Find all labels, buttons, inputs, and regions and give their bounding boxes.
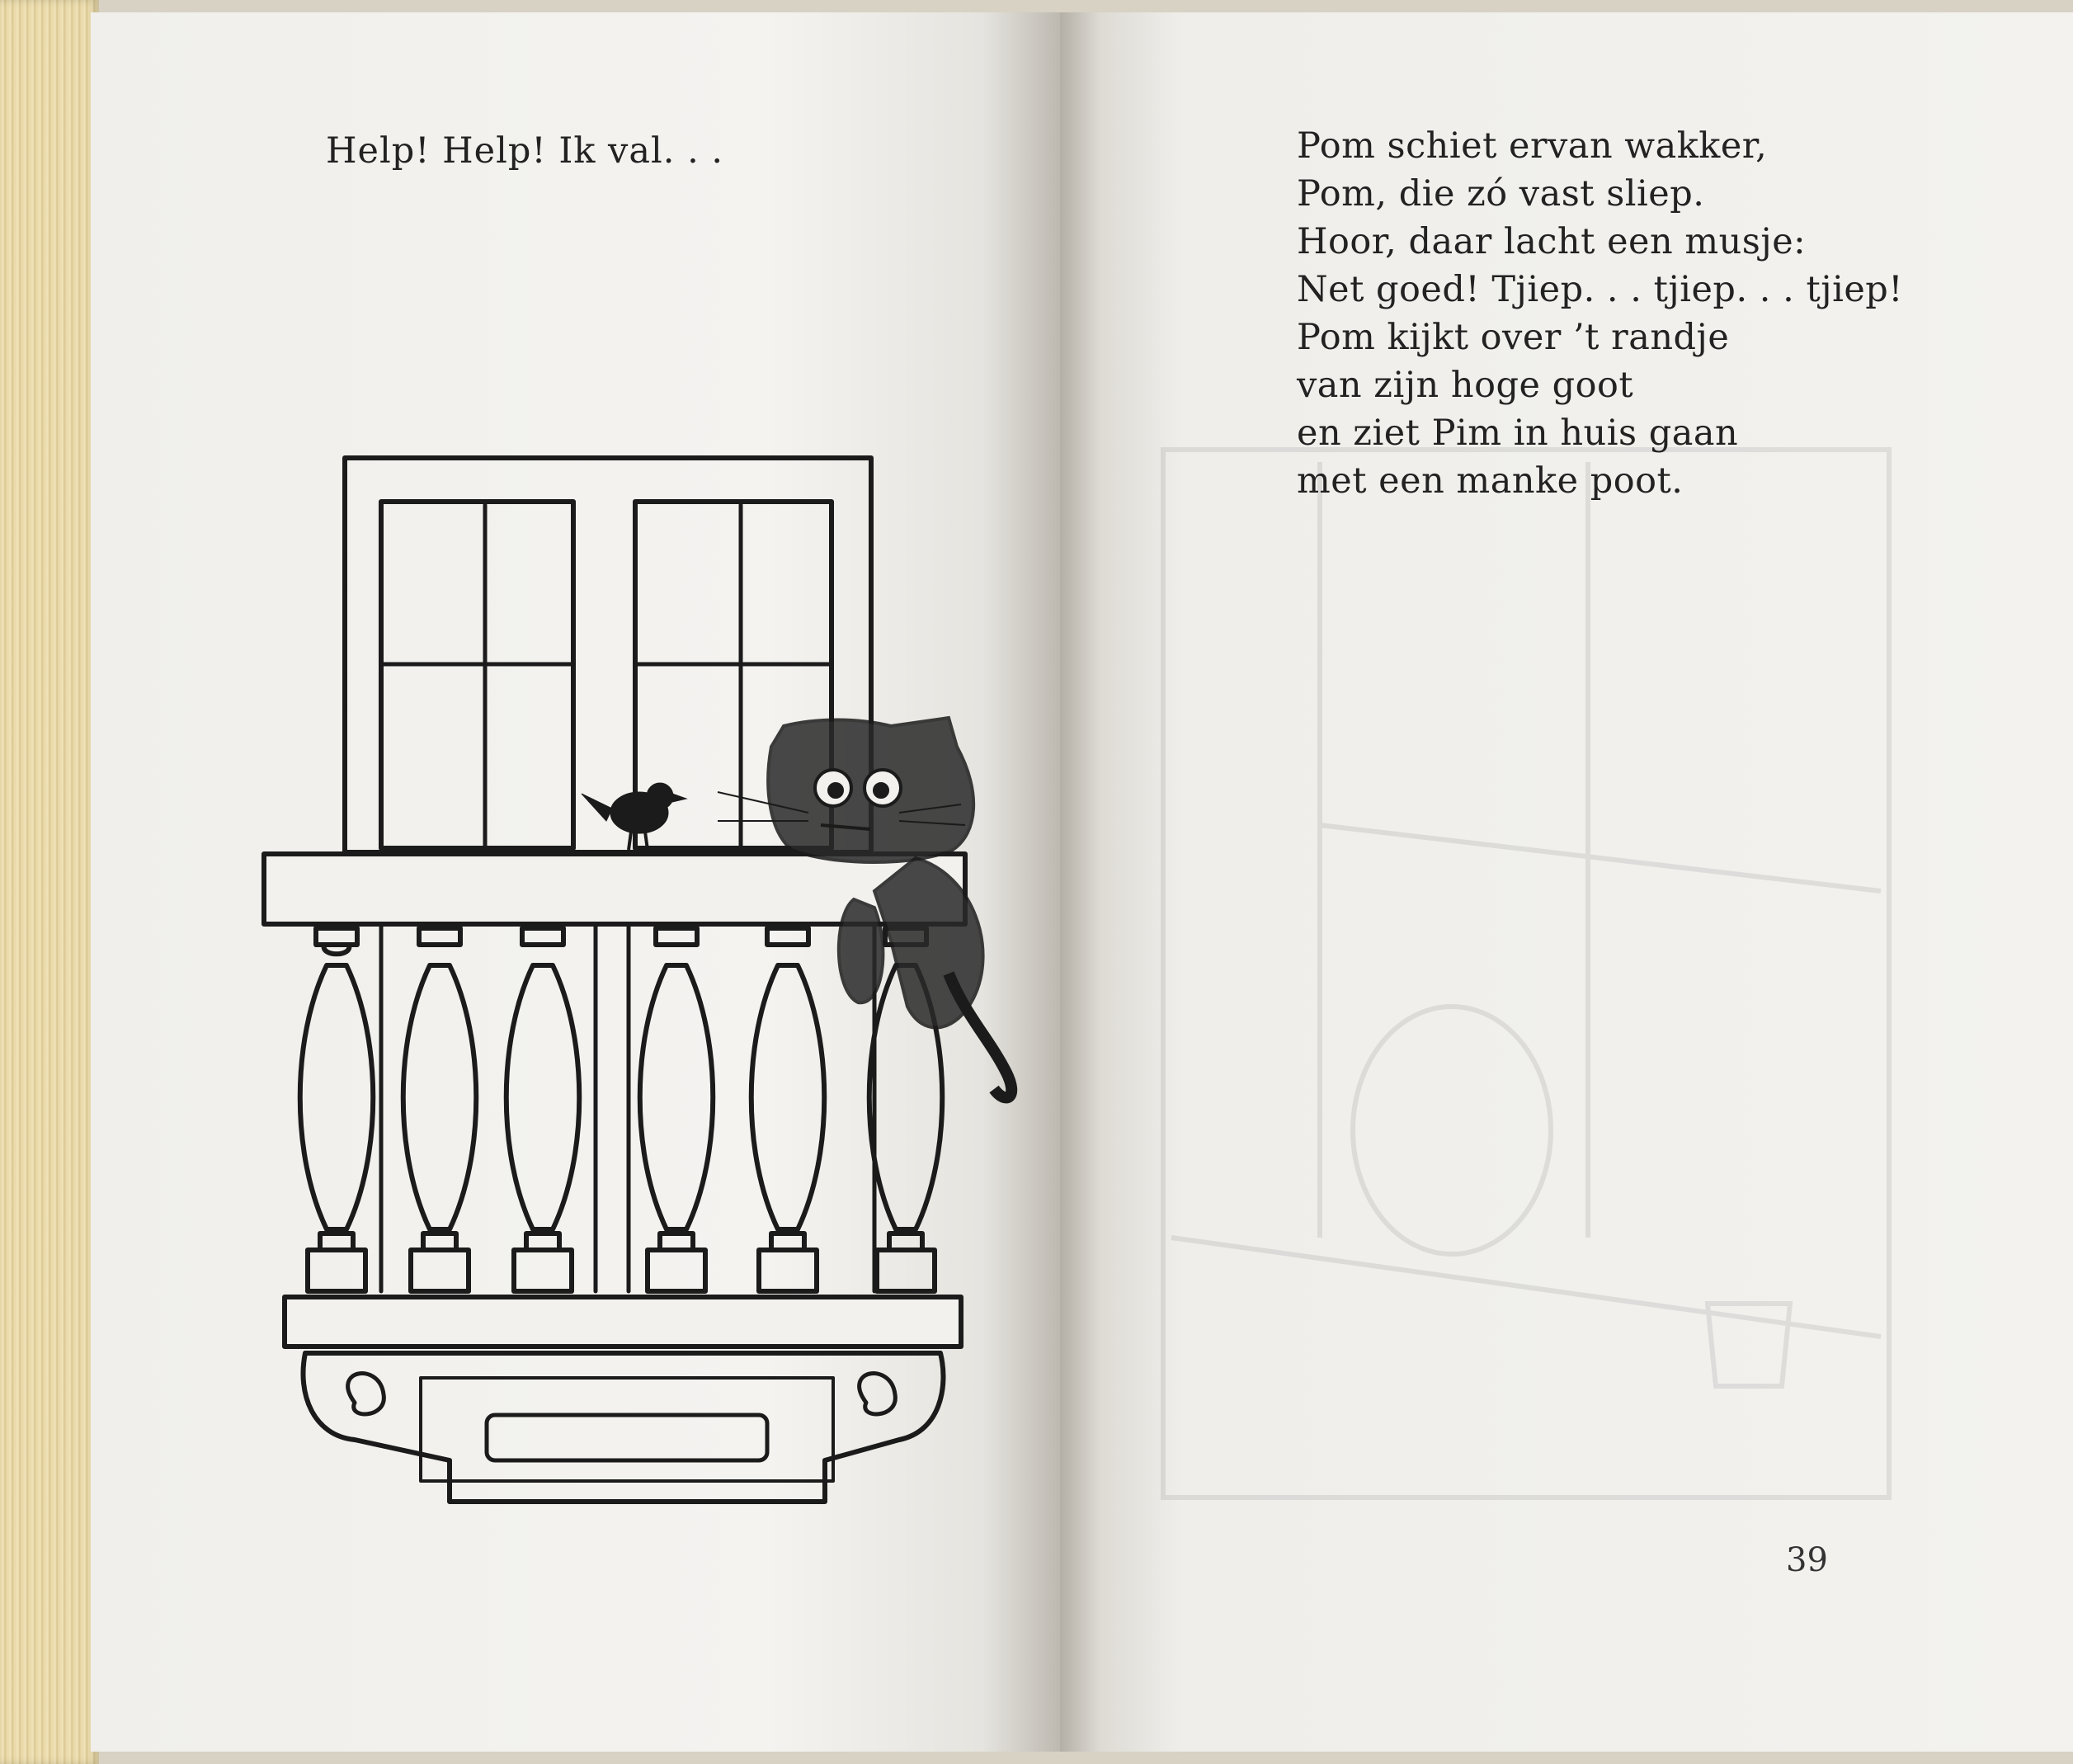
poem (1297, 122, 1903, 505)
page-number: 39 (1786, 1541, 1828, 1579)
balcony-bottom-rail (285, 1297, 961, 1347)
poem-line: Net goed! Tjiep. . . tjiep. . . tjiep! (1297, 269, 1904, 310)
poem-line: met een manke poot. (1297, 460, 1684, 502)
poem-line: en ziet Pim in huis gaan (1297, 413, 1739, 454)
poem-line: Pom schiet ervan wakker, (1297, 125, 1768, 167)
poem-line: Pom, die zó vast sliep. (1297, 173, 1705, 215)
poem-line: Pom kijkt over ’t randje (1297, 317, 1730, 358)
poem-line: Hoor, daar lacht een musje: (1297, 221, 1807, 262)
window-left-pane (381, 502, 573, 848)
illustration-caption: Help! Help! Ik val. . . (326, 130, 724, 172)
poem-line: van zijn hoge goot (1297, 365, 1634, 406)
